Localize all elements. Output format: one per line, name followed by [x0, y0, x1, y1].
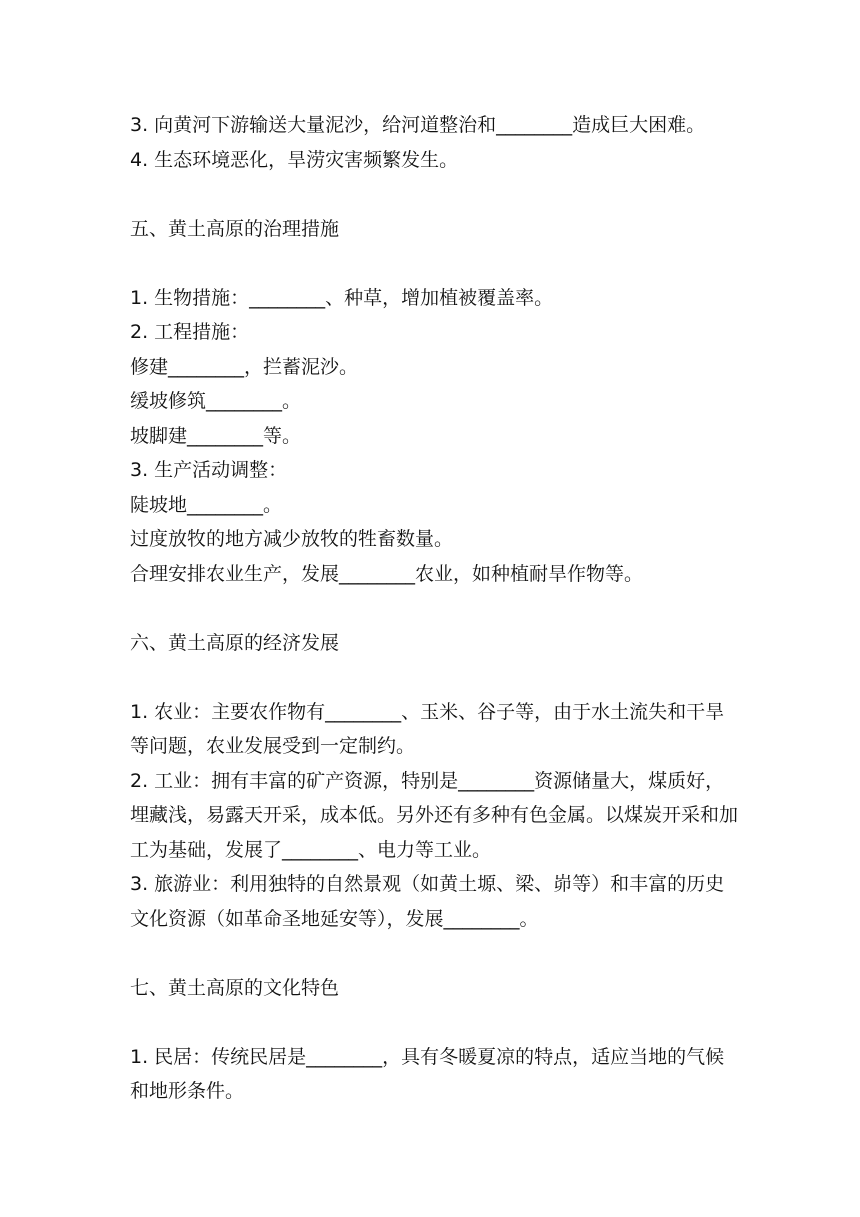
list-item: 坡脚建________等。 — [130, 424, 302, 447]
list-item: 1. 农业：主要农作物有________、玉米、谷子等，由于水土流失和干旱等问题，农业发展受到一定制约。 — [130, 700, 725, 757]
section-heading-governance: 五、黄土高原的治理措施 — [130, 217, 340, 240]
list-item: 缓坡修筑________。 — [130, 390, 302, 412]
list-item: 合理安排农业生产，发展________农业，如种植耐旱作物等。 — [130, 562, 644, 585]
paragraph-spacer — [130, 1005, 740, 1040]
section-heading-economy: 六、黄土高原的经济发展 — [130, 631, 340, 654]
list-item: 陡坡地________。 — [130, 493, 283, 516]
list-item: 1. 民居：传统民居是________，具有冬暖夏凉的特点，适应当地的气候和地形条件。 — [130, 1045, 725, 1102]
list-item: 修建________，拦蓄泥沙。 — [130, 355, 359, 378]
list-item: 3. 生产活动调整： — [130, 459, 288, 481]
list-item: 4. 生态环境恶化，旱涝灾害频繁发生。 — [130, 148, 459, 171]
paragraph-spacer — [130, 177, 740, 212]
document-body — [130, 108, 740, 1109]
paragraph-spacer — [130, 660, 740, 695]
list-item: 2. 工业：拥有丰富的矿产资源，特别是________资源储量大，煤质好，埋藏浅，易露天开采，成本低。另外还有多种有色金属。以煤炭开采和加工为基础，发展了________、电力等工业。 — [130, 769, 739, 861]
paragraph-spacer — [130, 936, 740, 971]
list-item: 过度放牧的地方减少放牧的牲畜数量。 — [130, 528, 454, 550]
section-heading-culture: 七、黄土高原的文化特色 — [130, 976, 340, 999]
list-item: 3. 向黄河下游输送大量泥沙，给河道整治和________造成巨大困难。 — [130, 114, 706, 136]
list-item: 1. 生物措施：________、种草，增加植被覆盖率。 — [130, 286, 554, 309]
paragraph-spacer — [130, 591, 740, 626]
list-item: 2. 工程措施： — [130, 321, 250, 343]
list-item: 3. 旅游业：利用独特的自然景观（如黄土塬、梁、峁等）和丰富的历史文化资源（如革命圣地延安等），发展________。 — [130, 873, 725, 930]
paragraph-spacer — [130, 246, 740, 281]
